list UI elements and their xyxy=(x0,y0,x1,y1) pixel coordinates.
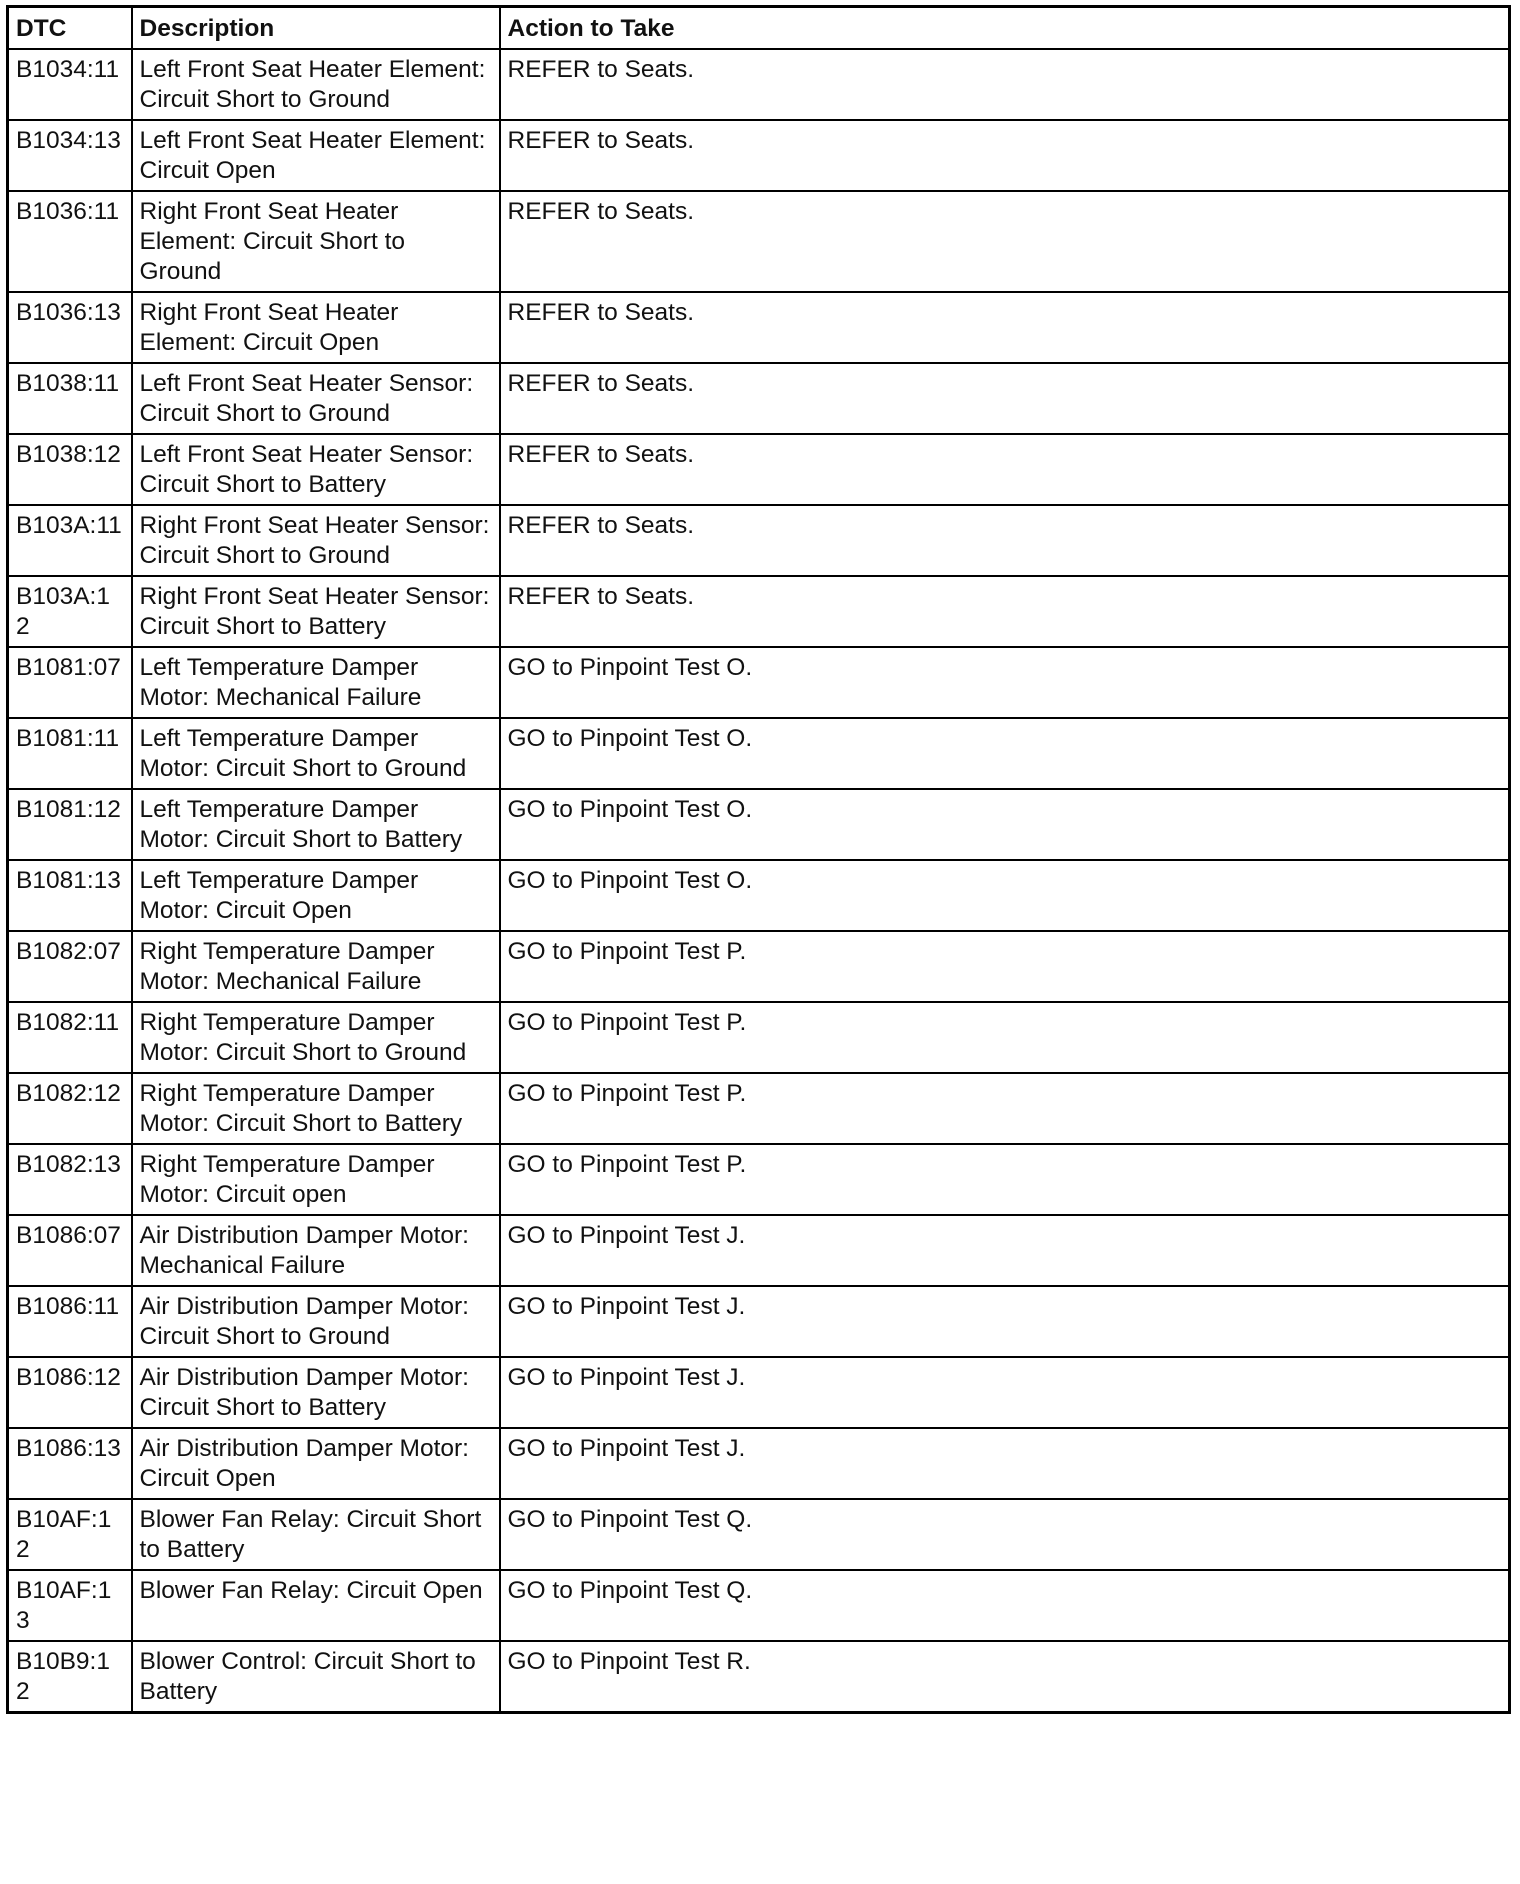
action-cell: GO to Pinpoint Test O. xyxy=(500,718,1510,789)
dtc-cell: B1036:13 xyxy=(8,292,132,363)
action-cell: GO to Pinpoint Test R. xyxy=(500,1641,1510,1713)
description-cell: Left Temperature Damper Motor: Mechanical Failure xyxy=(132,647,500,718)
dtc-cell: B1082:11 xyxy=(8,1002,132,1073)
description-cell: Blower Control: Circuit Short to Battery xyxy=(132,1641,500,1713)
action-cell: REFER to Seats. xyxy=(500,120,1510,191)
action-cell: GO to Pinpoint Test P. xyxy=(500,931,1510,1002)
dtc-cell: B1081:12 xyxy=(8,789,132,860)
description-cell: Air Distribution Damper Motor: Circuit Short to Ground xyxy=(132,1286,500,1357)
description-cell: Right Temperature Damper Motor: Circuit open xyxy=(132,1144,500,1215)
dtc-cell: B10B9:12 xyxy=(8,1641,132,1713)
description-cell: Right Front Seat Heater Element: Circuit Open xyxy=(132,292,500,363)
action-cell: GO to Pinpoint Test Q. xyxy=(500,1570,1510,1641)
description-cell: Right Temperature Damper Motor: Mechanical Failure xyxy=(132,931,500,1002)
table-row xyxy=(8,1499,1510,1570)
action-cell: REFER to Seats. xyxy=(500,191,1510,292)
table-header xyxy=(8,7,1510,50)
dtc-cell: B1038:11 xyxy=(8,363,132,434)
dtc-cell: B1038:12 xyxy=(8,434,132,505)
description-cell: Left Front Seat Heater Sensor: Circuit Short to Ground xyxy=(132,363,500,434)
dtc-cell: B1082:13 xyxy=(8,1144,132,1215)
action-cell: REFER to Seats. xyxy=(500,292,1510,363)
dtc-cell: B103A:12 xyxy=(8,576,132,647)
description-cell: Left Temperature Damper Motor: Circuit Short to Ground xyxy=(132,718,500,789)
dtc-cell: B1086:12 xyxy=(8,1357,132,1428)
action-cell: GO to Pinpoint Test Q. xyxy=(500,1499,1510,1570)
description-cell: Blower Fan Relay: Circuit Short to Battery xyxy=(132,1499,500,1570)
table-row xyxy=(8,1286,1510,1357)
table-row xyxy=(8,49,1510,120)
dtc-cell: B10AF:13 xyxy=(8,1570,132,1641)
description-cell: Left Temperature Damper Motor: Circuit Open xyxy=(132,860,500,931)
action-cell: GO to Pinpoint Test J. xyxy=(500,1215,1510,1286)
dtc-cell: B1081:11 xyxy=(8,718,132,789)
action-cell: GO to Pinpoint Test O. xyxy=(500,860,1510,931)
dtc-cell: B1034:13 xyxy=(8,120,132,191)
description-cell: Blower Fan Relay: Circuit Open xyxy=(132,1570,500,1641)
dtc-cell: B1082:07 xyxy=(8,931,132,1002)
header-description: Description xyxy=(132,7,500,50)
table-row xyxy=(8,1570,1510,1641)
action-cell: GO to Pinpoint Test O. xyxy=(500,647,1510,718)
dtc-cell: B103A:11 xyxy=(8,505,132,576)
table-row xyxy=(8,1428,1510,1499)
table-row xyxy=(8,363,1510,434)
action-cell: GO to Pinpoint Test P. xyxy=(500,1144,1510,1215)
action-cell: REFER to Seats. xyxy=(500,505,1510,576)
table-row xyxy=(8,1357,1510,1428)
description-cell: Air Distribution Damper Motor: Circuit Short to Battery xyxy=(132,1357,500,1428)
dtc-cell: B1081:07 xyxy=(8,647,132,718)
dtc-cell: B1086:11 xyxy=(8,1286,132,1357)
dtc-cell: B1036:11 xyxy=(8,191,132,292)
action-cell: REFER to Seats. xyxy=(500,49,1510,120)
description-cell: Air Distribution Damper Motor: Mechanical Failure xyxy=(132,1215,500,1286)
description-cell: Left Temperature Damper Motor: Circuit Short to Battery xyxy=(132,789,500,860)
description-cell: Right Front Seat Heater Sensor: Circuit Short to Battery xyxy=(132,576,500,647)
table-row xyxy=(8,1073,1510,1144)
header-action: Action to Take xyxy=(500,7,1510,50)
table-row xyxy=(8,931,1510,1002)
table-row xyxy=(8,292,1510,363)
action-cell: GO to Pinpoint Test J. xyxy=(500,1428,1510,1499)
description-cell: Right Front Seat Heater Sensor: Circuit Short to Ground xyxy=(132,505,500,576)
action-cell: GO to Pinpoint Test J. xyxy=(500,1286,1510,1357)
action-cell: GO to Pinpoint Test O. xyxy=(500,789,1510,860)
description-cell: Right Temperature Damper Motor: Circuit Short to Battery xyxy=(132,1073,500,1144)
dtc-table xyxy=(6,5,1511,1714)
table-row xyxy=(8,1144,1510,1215)
table-row xyxy=(8,718,1510,789)
description-cell: Left Front Seat Heater Element: Circuit Short to Ground xyxy=(132,49,500,120)
table-row xyxy=(8,191,1510,292)
header-row xyxy=(8,7,1510,50)
table-row xyxy=(8,434,1510,505)
dtc-cell: B1086:07 xyxy=(8,1215,132,1286)
table-row xyxy=(8,1641,1510,1713)
table-row xyxy=(8,120,1510,191)
description-cell: Left Front Seat Heater Element: Circuit Open xyxy=(132,120,500,191)
table-row xyxy=(8,647,1510,718)
action-cell: REFER to Seats. xyxy=(500,363,1510,434)
description-cell: Left Front Seat Heater Sensor: Circuit Short to Battery xyxy=(132,434,500,505)
table-row xyxy=(8,576,1510,647)
table-body xyxy=(8,49,1510,1713)
description-cell: Air Distribution Damper Motor: Circuit Open xyxy=(132,1428,500,1499)
action-cell: REFER to Seats. xyxy=(500,576,1510,647)
table-row xyxy=(8,860,1510,931)
table-row xyxy=(8,505,1510,576)
dtc-cell: B1081:13 xyxy=(8,860,132,931)
description-cell: Right Temperature Damper Motor: Circuit Short to Ground xyxy=(132,1002,500,1073)
table-row xyxy=(8,1215,1510,1286)
header-dtc: DTC xyxy=(8,7,132,50)
table-row xyxy=(8,1002,1510,1073)
dtc-cell: B1086:13 xyxy=(8,1428,132,1499)
action-cell: GO to Pinpoint Test P. xyxy=(500,1073,1510,1144)
table-row xyxy=(8,789,1510,860)
action-cell: REFER to Seats. xyxy=(500,434,1510,505)
action-cell: GO to Pinpoint Test J. xyxy=(500,1357,1510,1428)
dtc-cell: B1034:11 xyxy=(8,49,132,120)
dtc-cell: B1082:12 xyxy=(8,1073,132,1144)
dtc-cell: B10AF:12 xyxy=(8,1499,132,1570)
description-cell: Right Front Seat Heater Element: Circuit Short to Ground xyxy=(132,191,500,292)
action-cell: GO to Pinpoint Test P. xyxy=(500,1002,1510,1073)
